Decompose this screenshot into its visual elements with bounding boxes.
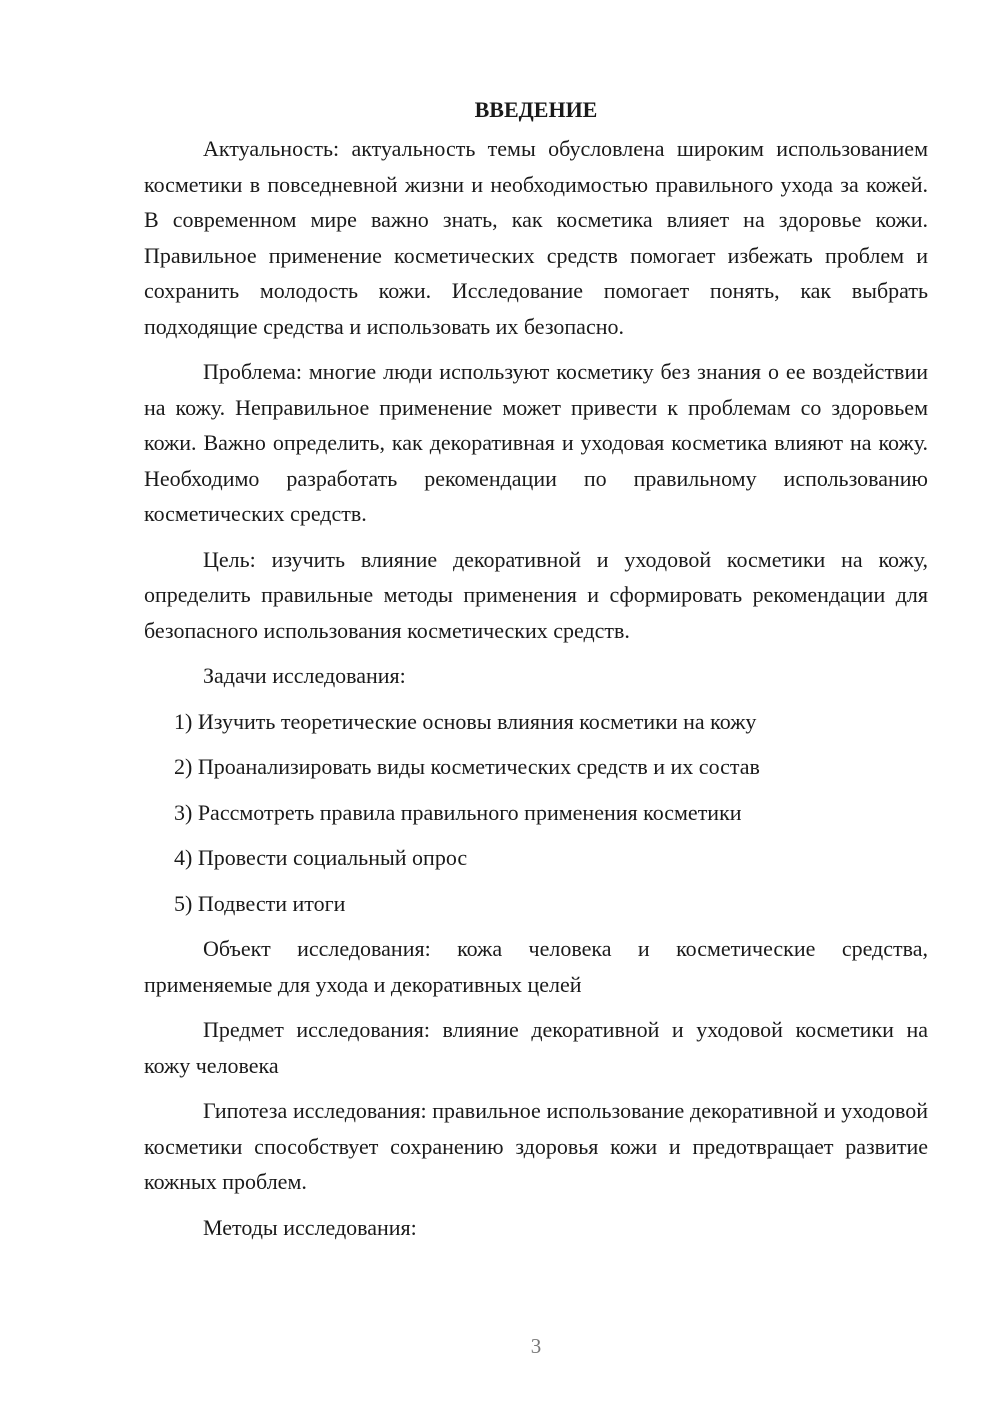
- section-title: ВВЕДЕНИЕ: [474, 97, 598, 122]
- paragraph-hypothesis: Гипотеза исследования: правильное использование декоративной и уходовой косметики способствует сохранению здоровья кожи и предотвращает развитие кожных проблем.: [144, 1098, 928, 1194]
- paragraph-problem: Проблема: многие люди используют косметику без знания о ее воздействии на кожу. Неправильное применение может привести к проблемам со здоровьем кожи. Важно определить, как декоративная и уходовая косметика влияют на кожу. Необходимо разработать рекомендации по правильному использованию косметических средств.: [144, 359, 928, 526]
- list-item: 2) Проанализировать виды косметических средств и их состав: [174, 754, 760, 779]
- paragraph-methods-heading: Методы исследования:: [203, 1214, 417, 1240]
- list-item: 3) Рассмотреть правила правильного применения косметики: [174, 799, 742, 825]
- list-item: 1) Изучить теоретические основы влияния косметики на кожу: [174, 708, 757, 734]
- list-item: 5) Подвести итоги: [174, 890, 346, 916]
- paragraph-object: Объект исследования: кожа человека и косметические средства, применяемые для ухода и декоративных целей: [144, 936, 928, 997]
- tasks-list: [144, 704, 928, 922]
- page-number: 3: [530, 1334, 542, 1358]
- list-item: 4) Провести социальный опрос: [174, 845, 468, 870]
- paragraph-subject: Предмет исследования: влияние декоративной и уходовой косметики на кожу человека: [144, 1017, 928, 1078]
- paragraph-tasks-heading: Задачи исследования:: [203, 663, 406, 688]
- paragraph-goal: Цель: изучить влияние декоративной и уходовой косметики на кожу, определить правильные методы применения и сформировать рекомендации для безопасного использования косметических средств.: [144, 546, 928, 643]
- paragraph-relevance: Актуальность: актуальность темы обусловлена широким использованием косметики в повседневной жизни и необходимостью правильного ухода за кожей. В современном мире важно знать, как косметика влияет на здоровье кожи. Правильное применение косметических средств помогает избежать проблем и сохранить молодость кожи. Исследование помогает понять, как выбрать подходящие средства и использовать их безопасно.: [144, 136, 928, 339]
- document-page: [144, 92, 928, 1255]
